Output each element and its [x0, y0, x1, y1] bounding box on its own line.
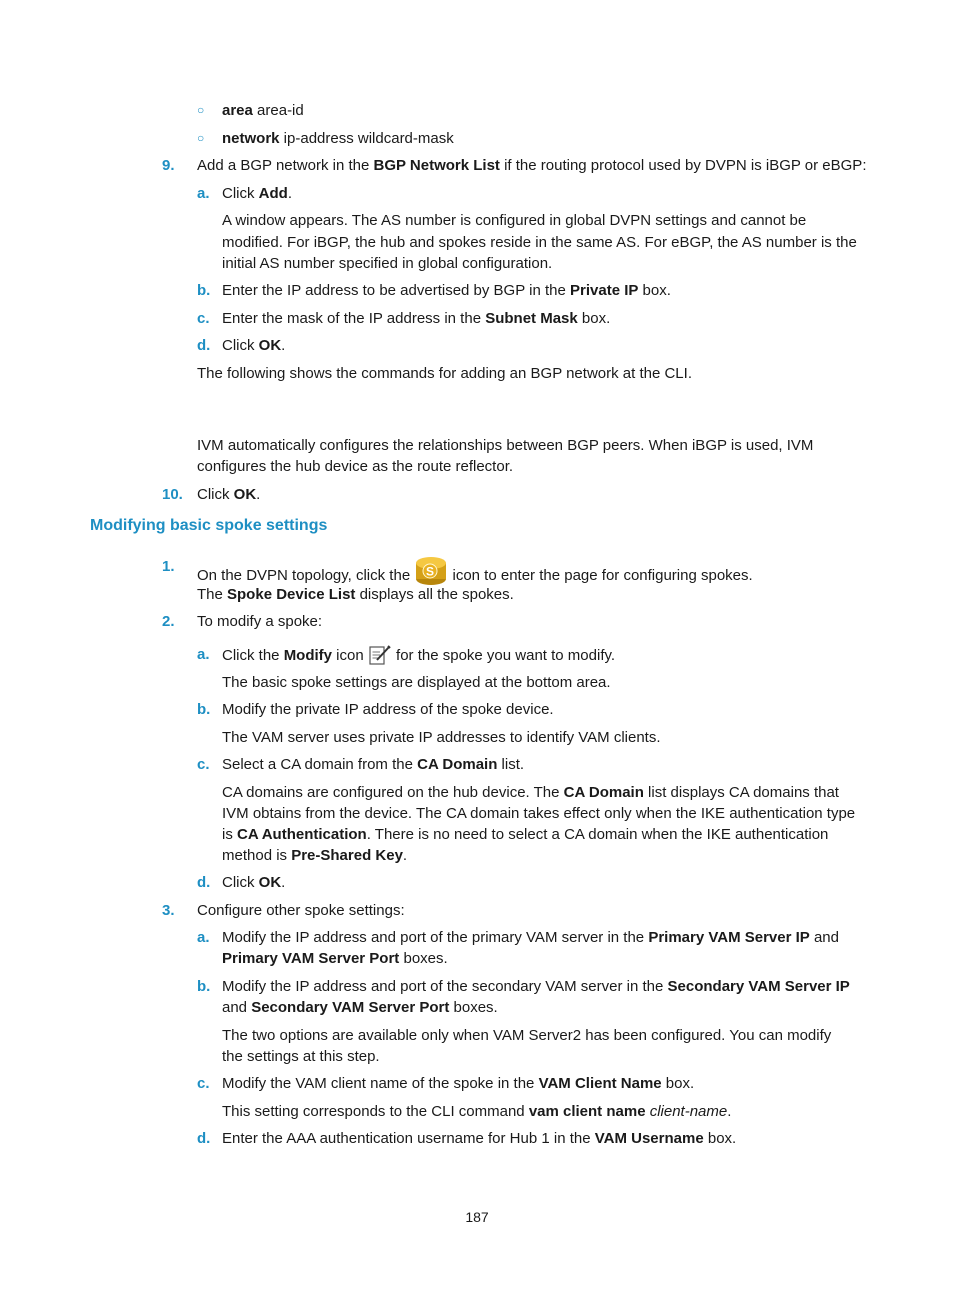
paragraph: Click Add. — [222, 185, 293, 202]
paragraph: Modify the IP address and port of the secondary VAM server in the Secondary VAM Server IP — [222, 978, 850, 995]
bullet: ○ — [197, 131, 205, 145]
paragraph: Select a CA domain from the CA Domain list. — [222, 756, 525, 773]
paragraph: modified. For iBGP, the hub and spokes reside in the same AS. For eBGP, the AS number is the — [222, 234, 857, 251]
list-item: network ip-address wildcard-mask — [222, 130, 454, 147]
page-number: 187 — [465, 1209, 489, 1225]
bullet: ○ — [197, 103, 205, 117]
substep-marker: c. — [197, 756, 210, 773]
paragraph: Click the Modify icon for the spoke you want to modify. — [222, 644, 615, 672]
paragraph: Primary VAM Server Port boxes. — [222, 950, 448, 967]
paragraph: This setting corresponds to the CLI command vam client name client-name. — [222, 1103, 732, 1120]
substep-marker: a. — [197, 185, 210, 202]
paragraph: the settings at this step. — [222, 1048, 380, 1065]
step-number: 2. — [162, 613, 175, 630]
step-number: 9. — [162, 157, 175, 174]
paragraph: Click OK. — [222, 874, 286, 891]
substep-marker: a. — [197, 646, 210, 663]
paragraph: The Spoke Device List displays all the spokes. — [197, 586, 514, 603]
substep-marker: c. — [197, 310, 210, 327]
paragraph: The basic spoke settings are displayed at the bottom area. — [222, 674, 611, 691]
svg-text:S: S — [426, 564, 435, 579]
paragraph: initial AS number specified in global configuration. — [222, 255, 553, 272]
substep-marker: d. — [197, 874, 211, 891]
substep-marker: a. — [197, 929, 210, 946]
paragraph: Enter the mask of the IP address in the Subnet Mask box. — [222, 310, 611, 327]
paragraph: The following shows the commands for adding an BGP network at the CLI. — [197, 365, 692, 382]
substep-marker: d. — [197, 337, 211, 354]
modify-icon — [368, 644, 392, 672]
paragraph: The VAM server uses private IP addresses to identify VAM clients. — [222, 729, 661, 746]
paragraph: Click OK. — [197, 486, 261, 503]
paragraph: Modify the private IP address of the spoke device. — [222, 701, 554, 718]
paragraph: configures the hub device as the route reflector. — [197, 458, 514, 475]
paragraph: and Secondary VAM Server Port boxes. — [222, 999, 498, 1016]
paragraph: Click OK. — [222, 337, 286, 354]
step-number: 10. — [162, 486, 183, 503]
paragraph: Add a BGP network in the BGP Network List if the routing protocol used by DVPN is iBGP or eBGP: — [197, 157, 867, 174]
paragraph: Modify the VAM client name of the spoke in the VAM Client Name box. — [222, 1075, 695, 1092]
list-item: area area-id — [222, 102, 304, 119]
paragraph: Enter the IP address to be advertised by BGP in the Private IP box. — [222, 282, 671, 299]
step-number: 1. — [162, 558, 175, 575]
step-number: 3. — [162, 902, 175, 919]
substep-marker: d. — [197, 1130, 211, 1147]
paragraph: A window appears. The AS number is configured in global DVPN settings and cannot be — [222, 212, 807, 229]
substep-marker: b. — [197, 978, 211, 995]
paragraph: The two options are available only when VAM Server2 has been configured. You can modify — [222, 1027, 832, 1044]
paragraph: Enter the AAA authentication username for Hub 1 in the VAM Username box. — [222, 1130, 737, 1147]
paragraph: IVM automatically configures the relationships between BGP peers. When iBGP is used, IVM — [197, 437, 814, 454]
paragraph: CA domains are configured on the hub device. The CA Domain list displays CA domains that — [222, 784, 839, 801]
paragraph: Configure other spoke settings: — [197, 902, 405, 919]
paragraph: is CA Authentication. There is no need to select a CA domain when the IKE authentication — [222, 826, 829, 843]
paragraph: IVM obtains from the device. The CA domain takes effect only when the IKE authentication type — [222, 805, 856, 822]
section-heading: Modifying basic spoke settings — [90, 517, 328, 534]
paragraph: Modify the IP address and port of the primary VAM server in the Primary VAM Server IP and — [222, 929, 839, 946]
paragraph: To modify a spoke: — [197, 613, 323, 630]
substep-marker: b. — [197, 282, 211, 299]
paragraph: method is Pre-Shared Key. — [222, 847, 408, 864]
substep-marker: c. — [197, 1075, 210, 1092]
substep-marker: b. — [197, 701, 211, 718]
paragraph: On the DVPN topology, click the S icon to enter the page for configuring spokes. — [197, 556, 753, 592]
